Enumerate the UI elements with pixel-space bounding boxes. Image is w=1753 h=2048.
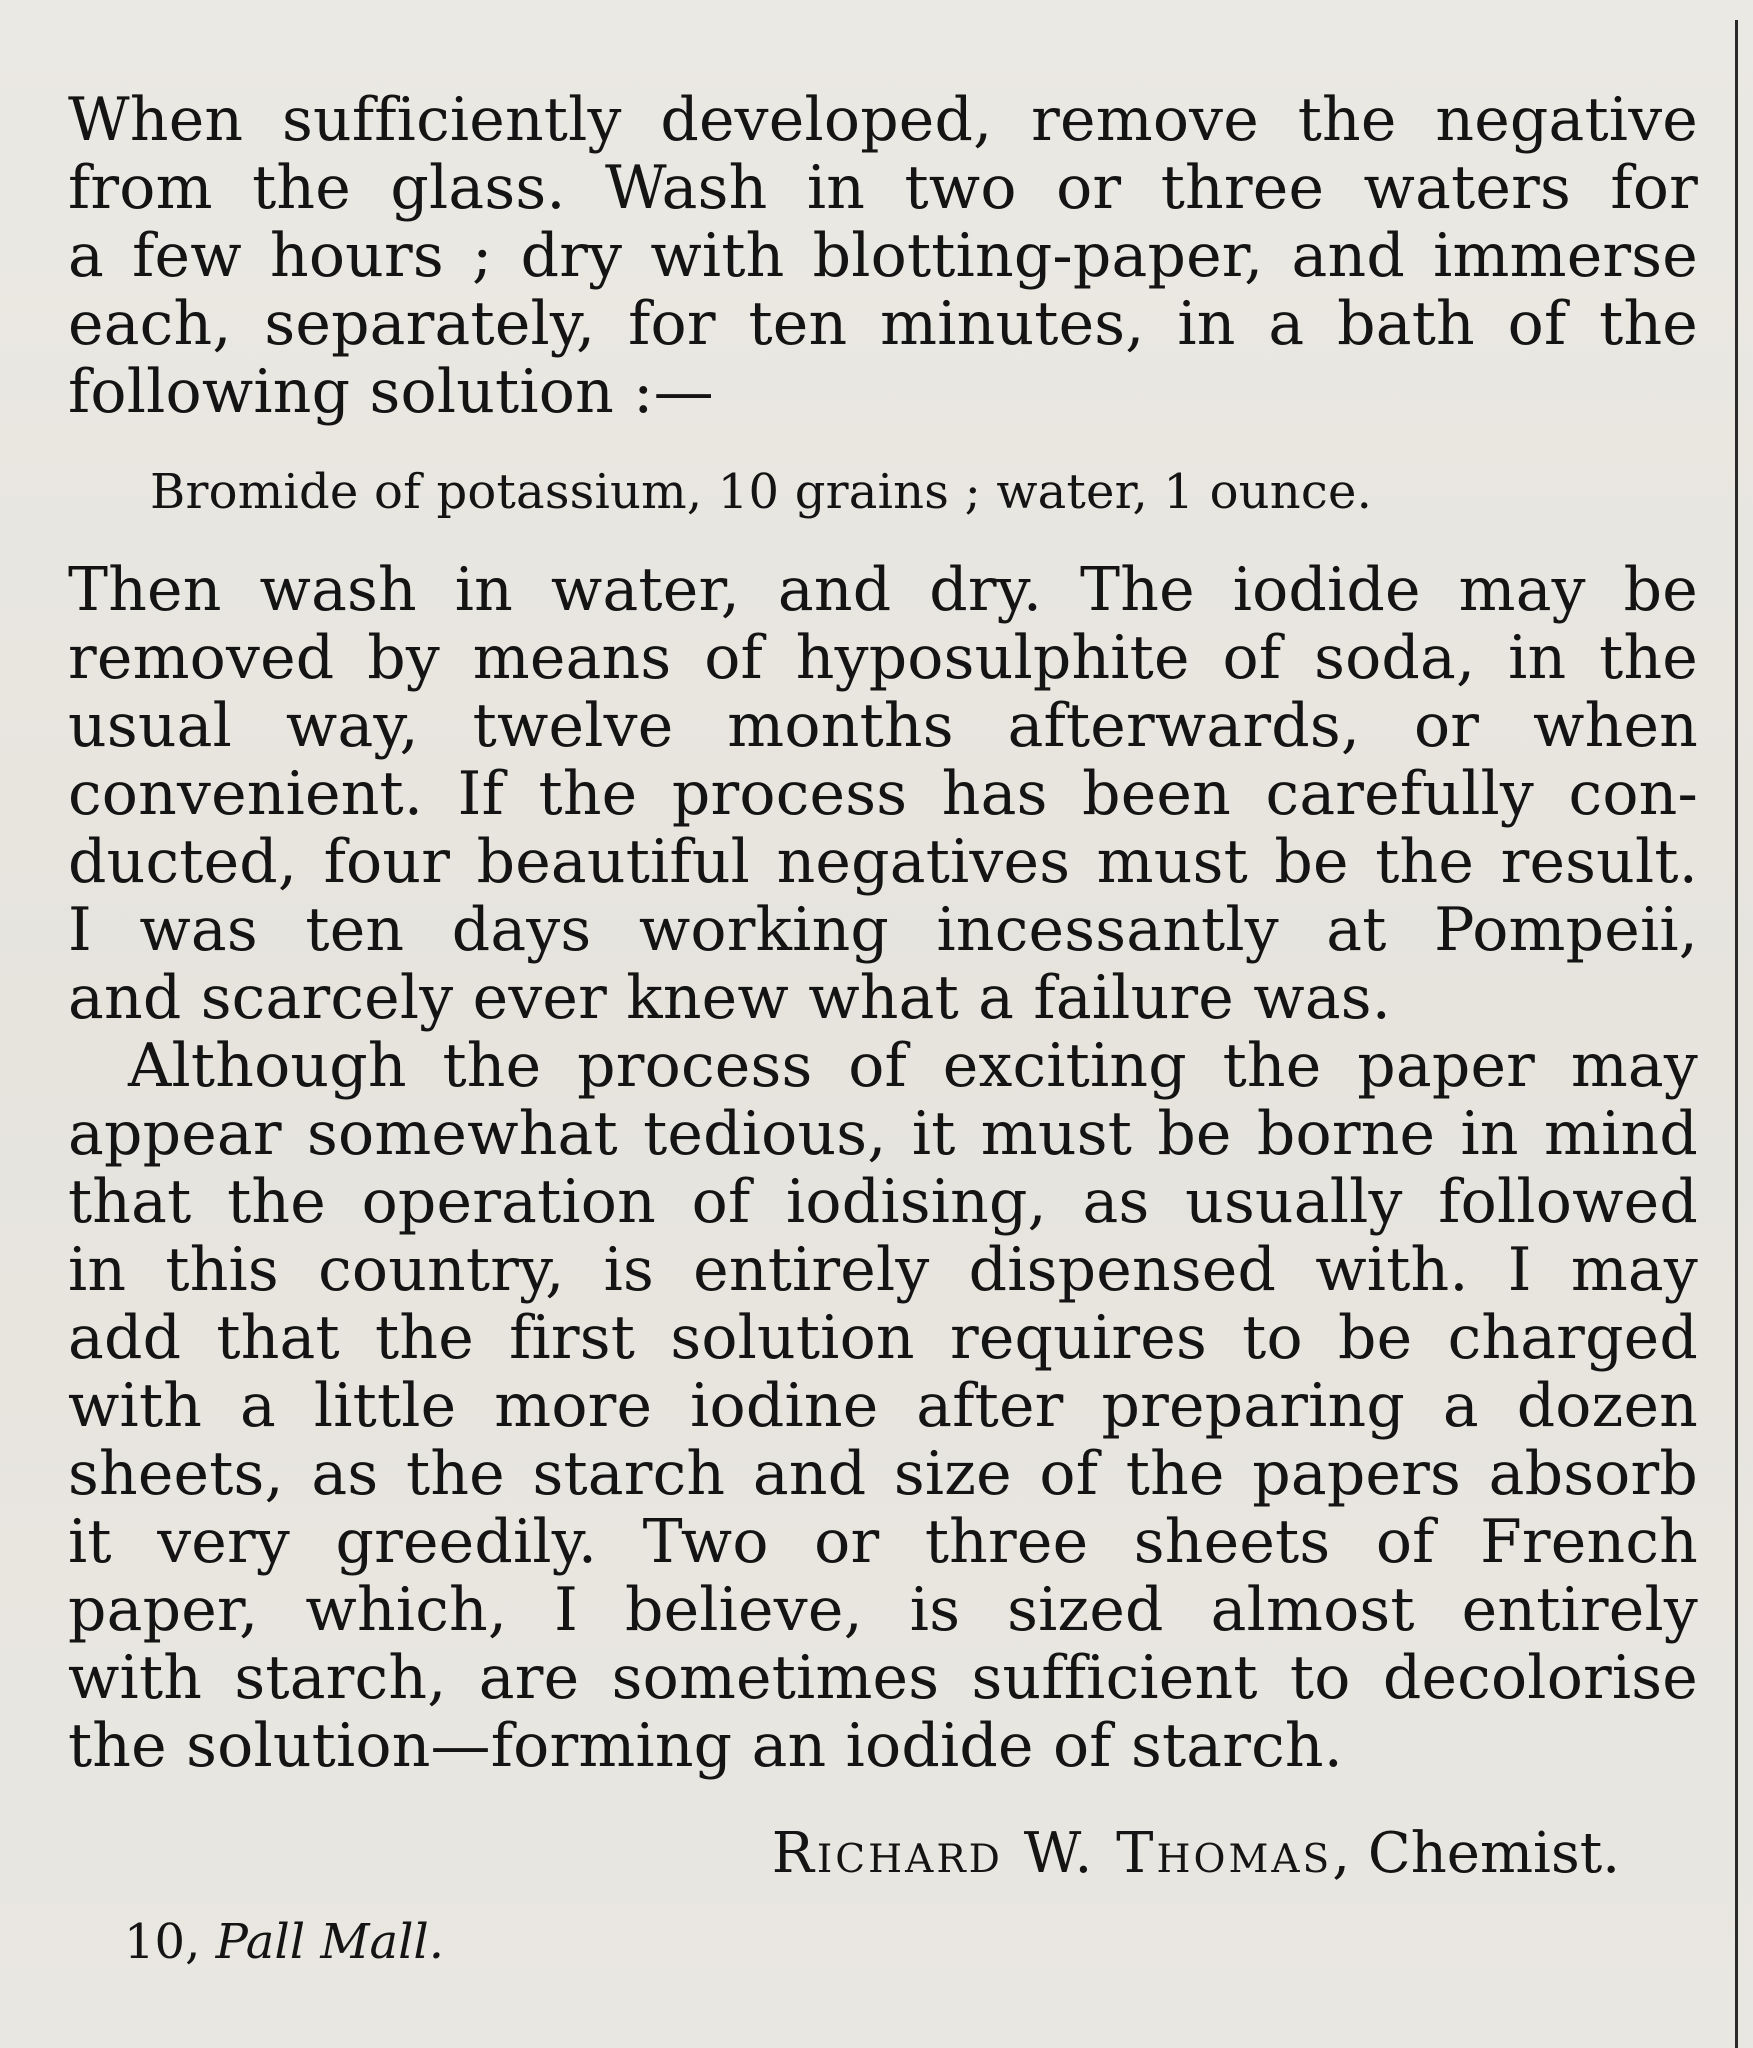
author-title: , Chemist. [1332, 1821, 1620, 1886]
text-line: add that the first solution requires to be charged [68, 1303, 1698, 1373]
formula-line: Bromide of potassium, 10 grains ; water, 1 ounce. [150, 464, 1373, 520]
text-line: in this country, is entirely dispensed with. I may [68, 1235, 1698, 1305]
text-line: from the glass. Wash in two or three waters for [68, 153, 1698, 223]
article-body [68, 86, 1698, 1780]
text-line: with starch, are sometimes sufficient to decolorise [68, 1643, 1698, 1713]
text-line: I was ten days working incessantly at Pompeii, [68, 895, 1698, 965]
text-line: When sufficiently developed, remove the negative [68, 85, 1698, 155]
text-line: it very greedily. Two or three sheets of French [68, 1507, 1698, 1577]
paragraph-2 [68, 556, 1698, 1032]
text-line: paper, which, I believe, is sized almost entirely [68, 1575, 1698, 1645]
signature [546, 1820, 1620, 1888]
text-line: removed by means of hyposulphite of soda, in the [68, 623, 1698, 693]
text-line: convenient. If the process has been carefully con- [68, 759, 1698, 829]
column-rule [1735, 20, 1738, 2048]
text-line: Then wash in water, and dry. The iodide may be [68, 555, 1698, 625]
address-street: Pall Mall. [215, 1914, 445, 1970]
paragraph-3 [68, 1032, 1698, 1780]
text-line: each, separately, for ten minutes, in a bath of the [68, 289, 1698, 359]
text-line: that the operation of iodising, as usually followed [68, 1167, 1698, 1237]
text-line: appear somewhat tedious, it must be borne in mind [68, 1099, 1698, 1169]
author-name: Richard W. Thomas [771, 1821, 1333, 1886]
paragraph-1 [68, 86, 1698, 426]
text-line: Although the process of exciting the paper may [128, 1031, 1698, 1101]
text-line: the solution—forming an iodide of starch. [68, 1711, 1344, 1781]
text-line: sheets, as the starch and size of the papers absorb [68, 1439, 1698, 1509]
address-number: 10, [124, 1914, 216, 1970]
text-line: with a little more iodine after preparing a dozen [68, 1371, 1698, 1441]
text-line: usual way, twelve months afterwards, or when [68, 691, 1698, 761]
text-line: and scarcely ever knew what a failure was. [68, 963, 1392, 1033]
text-line: a few hours ; dry with blotting-paper, and immerse [68, 221, 1698, 291]
text-line: ducted, four beautiful negatives must be the result. [68, 827, 1698, 897]
address [124, 1912, 444, 1972]
text-line: following solution :— [68, 357, 714, 427]
